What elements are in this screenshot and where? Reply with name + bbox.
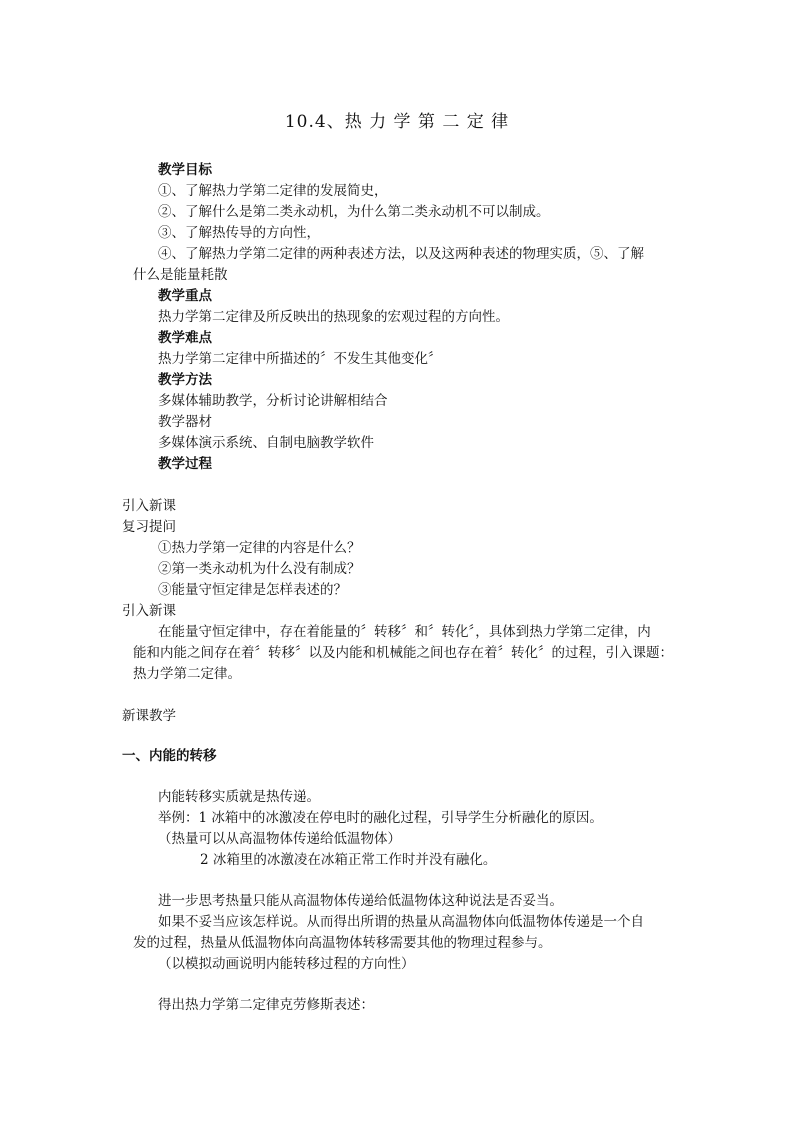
section-heading: 教学目标 <box>158 162 212 178</box>
section-heading: 一、内能的转移 <box>122 748 217 764</box>
text-line: 热力学第二定律。 <box>133 666 241 682</box>
text-line: 热力学第二定律及所反映出的热现象的宏观过程的方向性。 <box>158 309 509 325</box>
document-title: 10.4、热 力 学 第 二 定 律 <box>284 112 510 132</box>
text-line: 能和内能之间存在着〞转移〞以及内能和机械能之间也存在着〞转化〞的过程，引入课题： <box>133 645 673 661</box>
text-line: 举例：1 冰箱中的冰激凌在停电时的融化过程，引导学生分析融化的原因。 <box>158 810 603 826</box>
text-line: ①、了解热力学第二定律的发展简史， <box>158 183 388 199</box>
text-line: ①热力学第一定律的内容是什么？ <box>158 540 361 556</box>
text-line: ③、了解热传导的方向性， <box>158 225 320 241</box>
text-line: 多媒体演示系统、自制电脑教学软件 <box>158 435 374 451</box>
section-heading: 教学过程 <box>158 456 212 472</box>
text-line: 引入新课 <box>122 498 176 514</box>
text-line: ②、了解什么是第二类永动机，为什么第二类永动机不可以制成。 <box>158 204 550 220</box>
text-line: 进一步思考热量只能从高温物体传递给低温物体这种说法是否妥当。 <box>158 893 563 909</box>
text-line: 2 冰箱里的冰激凌在冰箱正常工作时并没有融化。 <box>200 852 497 868</box>
text-line: 如果不妥当应该怎样说。从而得出所谓的热量从高温物体向低温物体传递是一个自 <box>158 914 644 930</box>
text-line: 在能量守恒定律中，存在着能量的〞转移〞和〞转化〞，具体到热力学第二定律，内 <box>158 624 651 640</box>
text-line: ③能量守恒定律是怎样表述的？ <box>158 582 347 598</box>
text-line: 引入新课 <box>122 603 176 619</box>
text-line: 得出热力学第二定律克劳修斯表述： <box>158 997 374 1013</box>
text-line: 复习提问 <box>122 519 176 535</box>
section-heading: 教学重点 <box>158 288 212 304</box>
text-line: 新课教学 <box>122 708 176 724</box>
section-heading: 教学方法 <box>158 372 212 388</box>
section-heading: 教学难点 <box>158 330 212 346</box>
text-line: 什么是能量耗散 <box>133 267 228 283</box>
text-line: ④、了解热力学第二定律的两种表述方法，以及这两种表述的物理实质，⑤、了解 <box>158 246 644 262</box>
text-line: ②第一类永动机为什么没有制成？ <box>158 561 361 577</box>
text-line: 多媒体辅助教学，分析讨论讲解相结合 <box>158 393 388 409</box>
text-line: 发的过程，热量从低温物体向高温物体转移需要其他的物理过程参与。 <box>133 935 552 951</box>
text-line: 热力学第二定律中所描述的〞不发生其他变化〞 <box>158 351 442 367</box>
text-line: 教学器材 <box>158 414 212 430</box>
text-line: （热量可以从高温物体传递给低温物体） <box>158 831 401 847</box>
text-line: 内能转移实质就是热传递。 <box>158 789 320 805</box>
text-line: （以模拟动画说明内能转移过程的方向性） <box>158 956 415 972</box>
